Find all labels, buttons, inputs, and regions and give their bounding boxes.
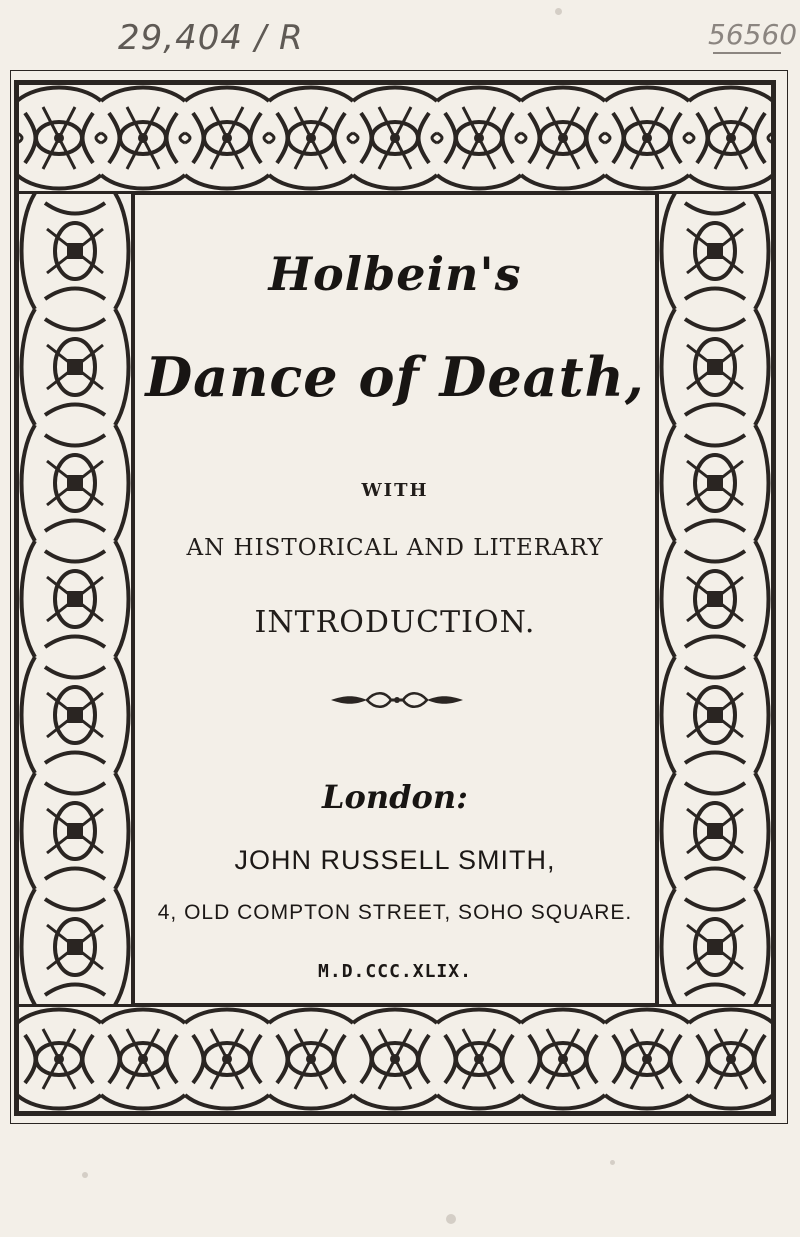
imprint-date: M.D.CCC.XLIX. <box>318 961 472 982</box>
subtitle: AN HISTORICAL AND LITERARY <box>186 535 604 561</box>
title-panel <box>133 193 657 1005</box>
paper-speck <box>555 8 562 15</box>
library-stamp-number: 56560 <box>708 18 798 51</box>
with-label: WITH <box>361 480 429 501</box>
border-bottom-band <box>17 1005 773 1113</box>
paper-speck <box>610 1160 615 1165</box>
introduction-label: INTRODUCTION. <box>254 605 536 640</box>
border-left-band <box>17 193 133 1005</box>
imprint-city: London: <box>322 778 468 816</box>
knotwork-border-icon <box>17 83 773 193</box>
stamp-underline <box>713 52 781 54</box>
knotwork-border-icon <box>657 193 773 1005</box>
border-right-band <box>657 193 773 1005</box>
knotwork-border-icon <box>17 193 133 1005</box>
title-dance-of-death: Dance of Death, <box>145 345 645 409</box>
fleuron-ornament-icon <box>327 685 467 715</box>
imprint-publisher: JOHN RUSSELL SMITH, <box>234 845 556 875</box>
imprint-address: 4, OLD COMPTON STREET, SOHO SQUARE. <box>157 901 633 924</box>
border-top-band <box>17 83 773 193</box>
paper-speck <box>82 1172 88 1178</box>
shelf-mark: 29,404 / R <box>118 18 304 58</box>
paper-speck <box>446 1214 456 1224</box>
knotwork-border-icon <box>17 1005 773 1113</box>
title-holbeins: Holbein's <box>268 247 522 301</box>
